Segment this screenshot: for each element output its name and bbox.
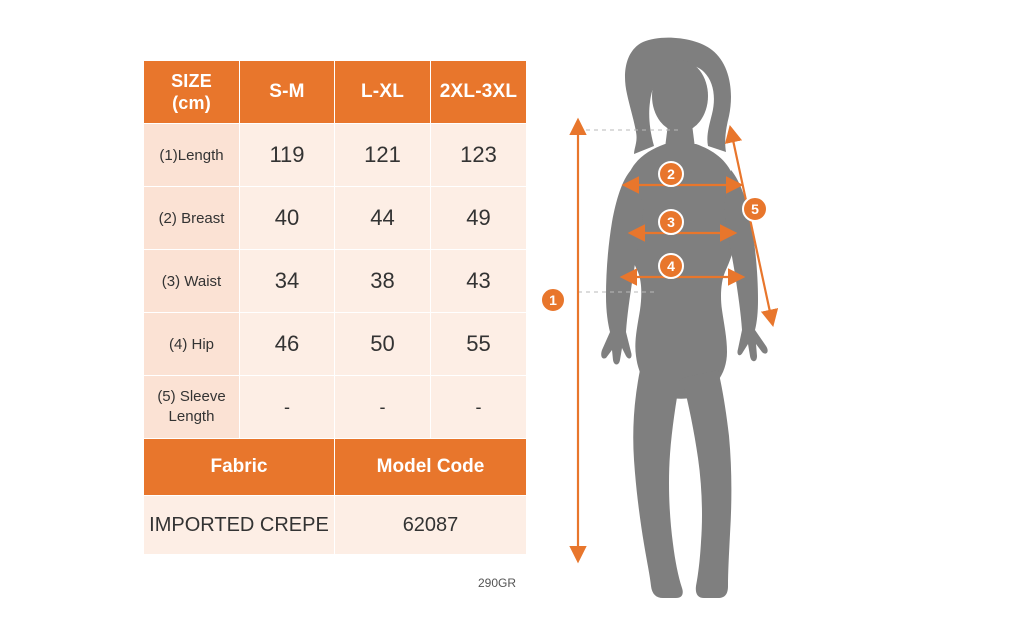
table-row [144, 313, 527, 376]
cell-breast-l-xl: 44 [335, 187, 431, 250]
cell-waist-s-m: 34 [240, 250, 335, 313]
header-cell-size [144, 61, 240, 124]
cell-breast-2xl-3xl: 49 [431, 187, 527, 250]
cell-hip-l-xl: 50 [335, 313, 431, 376]
table-subheader-row [144, 439, 527, 496]
cell-sleeve-s-m: - [240, 376, 335, 439]
cell-sleeve-l-xl: - [335, 376, 431, 439]
cell-fabric-value: IMPORTED CREPE [144, 496, 335, 555]
header-cell-s-m: S-M [240, 61, 335, 124]
size-table-container [143, 60, 526, 555]
model-figure-diagram [530, 20, 860, 620]
header-cell-fabric: Fabric [144, 439, 335, 496]
header-cell-l-xl: L-XL [335, 61, 431, 124]
header-size-line1: SIZE [171, 71, 212, 91]
badge-measurement-5: 5 [742, 196, 768, 222]
female-silhouette-icon [601, 38, 767, 598]
header-size-line2: (cm) [172, 93, 211, 113]
footnote-weight: 290GR [478, 576, 517, 590]
cell-breast-s-m: 40 [240, 187, 335, 250]
row-label-length: (1)Length [144, 124, 240, 187]
row-label-waist: (3) Waist [144, 250, 240, 313]
row-label-breast: (2) Breast [144, 187, 240, 250]
cell-length-l-xl: 121 [335, 124, 431, 187]
cell-length-2xl-3xl: 123 [431, 124, 527, 187]
table-row [144, 187, 527, 250]
row-label-sleeve-length [144, 376, 240, 439]
cell-hip-s-m: 46 [240, 313, 335, 376]
cell-length-s-m: 119 [240, 124, 335, 187]
figure-svg [530, 20, 860, 620]
header-cell-2xl-3xl: 2XL-3XL [431, 61, 527, 124]
cell-waist-2xl-3xl: 43 [431, 250, 527, 313]
row-label-hip: (4) Hip [144, 313, 240, 376]
row-label-sleeve-line1: (5) Sleeve [157, 388, 226, 405]
cell-waist-l-xl: 38 [335, 250, 431, 313]
badge-measurement-3: 3 [658, 209, 684, 235]
size-table [143, 60, 527, 555]
badge-measurement-1: 1 [540, 287, 566, 313]
badge-measurement-2: 2 [658, 161, 684, 187]
table-row [144, 376, 527, 439]
cell-model-code-value: 62087 [335, 496, 527, 555]
table-row [144, 496, 527, 555]
row-label-sleeve-line2: Length [168, 408, 215, 425]
cell-sleeve-2xl-3xl: - [431, 376, 527, 439]
table-row [144, 250, 527, 313]
table-header-row [144, 61, 527, 124]
cell-hip-2xl-3xl: 55 [431, 313, 527, 376]
header-cell-model-code: Model Code [335, 439, 527, 496]
badge-measurement-4: 4 [658, 253, 684, 279]
table-row [144, 124, 527, 187]
